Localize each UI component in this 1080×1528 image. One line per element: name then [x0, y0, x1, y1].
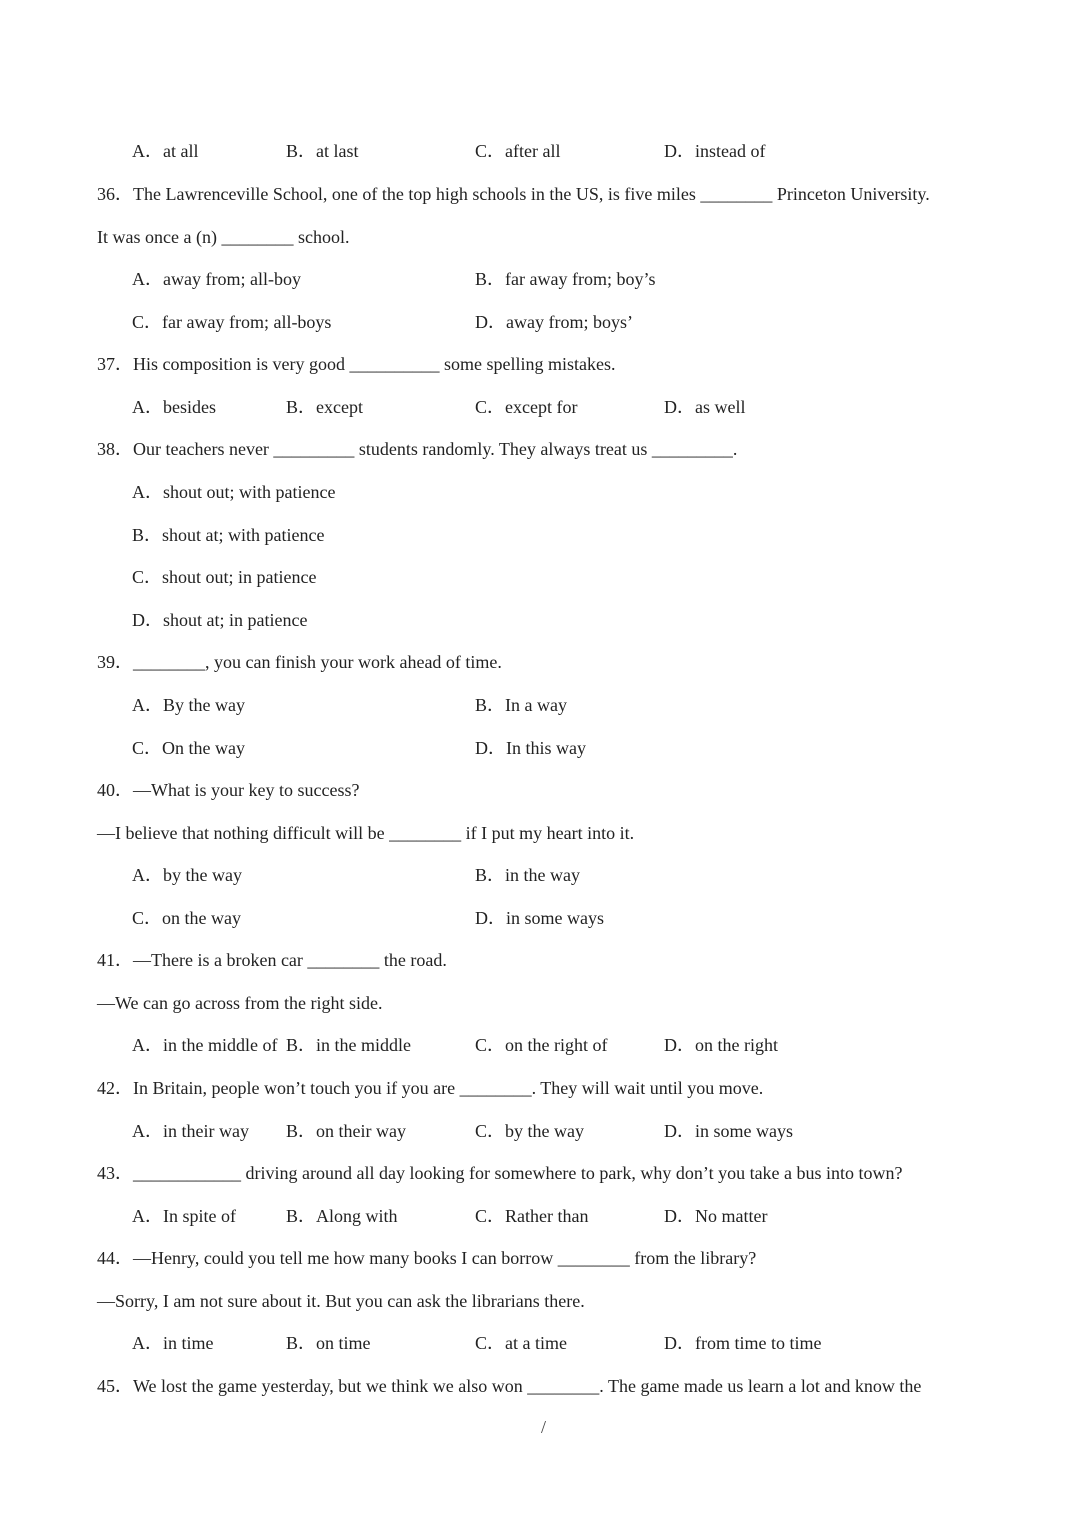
option-a: A．besides — [132, 397, 216, 417]
option-d: D．in some ways — [664, 1121, 793, 1141]
option-b: B．in the way — [475, 865, 580, 885]
option-d: D．away from; boys’ — [475, 312, 633, 332]
option-c: C．except for — [475, 397, 578, 417]
option-a: A．shout out; with patience — [132, 482, 336, 502]
option-c: C．by the way — [475, 1121, 584, 1141]
option-d: D．as well — [664, 397, 746, 417]
option-d: D．from time to time — [664, 1333, 822, 1353]
option-c: C．on the way — [132, 908, 241, 928]
question-text: 42．In Britain, people won’t touch you if you are ________. They will wait until you move. — [97, 1078, 764, 1098]
option-a: A．away from; all-boy — [132, 269, 301, 289]
question-text: 39．________, you can finish your work ahead of time. — [97, 652, 502, 672]
option-b: B．except — [286, 397, 363, 417]
question-text: 37．His composition is very good __________ some spelling mistakes. — [97, 354, 616, 374]
question-text-continued: —We can go across from the right side. — [97, 993, 383, 1013]
option-c: C．shout out; in patience — [132, 567, 317, 587]
option-c: C．after all — [475, 141, 561, 161]
question-text: 44．—Henry, could you tell me how many books I can borrow ________ from the library? — [97, 1248, 757, 1268]
option-c: C．far away from; all-boys — [132, 312, 332, 332]
option-b: B．on their way — [286, 1121, 406, 1141]
question-text: 43．____________ driving around all day looking for somewhere to park, why don’t you take a bus into town? — [97, 1163, 903, 1183]
option-c: C．Rather than — [475, 1206, 589, 1226]
question-text: 38．Our teachers never _________ students randomly. They always treat us _________. — [97, 439, 738, 459]
option-b: B．on time — [286, 1333, 371, 1353]
option-a: A．at all — [132, 141, 199, 161]
option-b: B．In a way — [475, 695, 567, 715]
option-d: D．instead of — [664, 141, 766, 161]
page-marker: / — [541, 1417, 547, 1437]
option-c: C．on the right of — [475, 1035, 608, 1055]
option-a: A．in their way — [132, 1121, 249, 1141]
option-b: B．shout at; with patience — [132, 525, 325, 545]
option-d: D．shout at; in patience — [132, 610, 308, 630]
option-d: D．in some ways — [475, 908, 604, 928]
option-d: D．In this way — [475, 738, 586, 758]
question-text: 36．The Lawrenceville School, one of the top high schools in the US, is five miles ________ Princeton University. — [97, 184, 930, 204]
option-b: B．far away from; boy’s — [475, 269, 656, 289]
option-d: D．No matter — [664, 1206, 768, 1226]
option-b: B．at last — [286, 141, 359, 161]
question-text: 45．We lost the game yesterday, but we think we also won ________. The game made us learn a lot and know the — [97, 1376, 922, 1396]
option-a: A．in the middle of — [132, 1035, 278, 1055]
question-text-continued: —I believe that nothing difficult will be ________ if I put my heart into it. — [97, 823, 635, 843]
option-a: A．by the way — [132, 865, 242, 885]
option-d: D．on the right — [664, 1035, 778, 1055]
question-text: 40．—What is your key to success? — [97, 780, 360, 800]
option-c: C．On the way — [132, 738, 245, 758]
option-b: B．in the middle — [286, 1035, 411, 1055]
option-c: C．at a time — [475, 1333, 567, 1353]
question-text: 41．—There is a broken car ________ the road. — [97, 950, 447, 970]
option-b: B．Along with — [286, 1206, 398, 1226]
option-a: A．in time — [132, 1333, 214, 1353]
question-text-continued: —Sorry, I am not sure about it. But you can ask the librarians there. — [97, 1291, 585, 1311]
option-a: A．By the way — [132, 695, 245, 715]
question-text-continued: It was once a (n) ________ school. — [97, 227, 350, 247]
option-a: A．In spite of — [132, 1206, 236, 1226]
